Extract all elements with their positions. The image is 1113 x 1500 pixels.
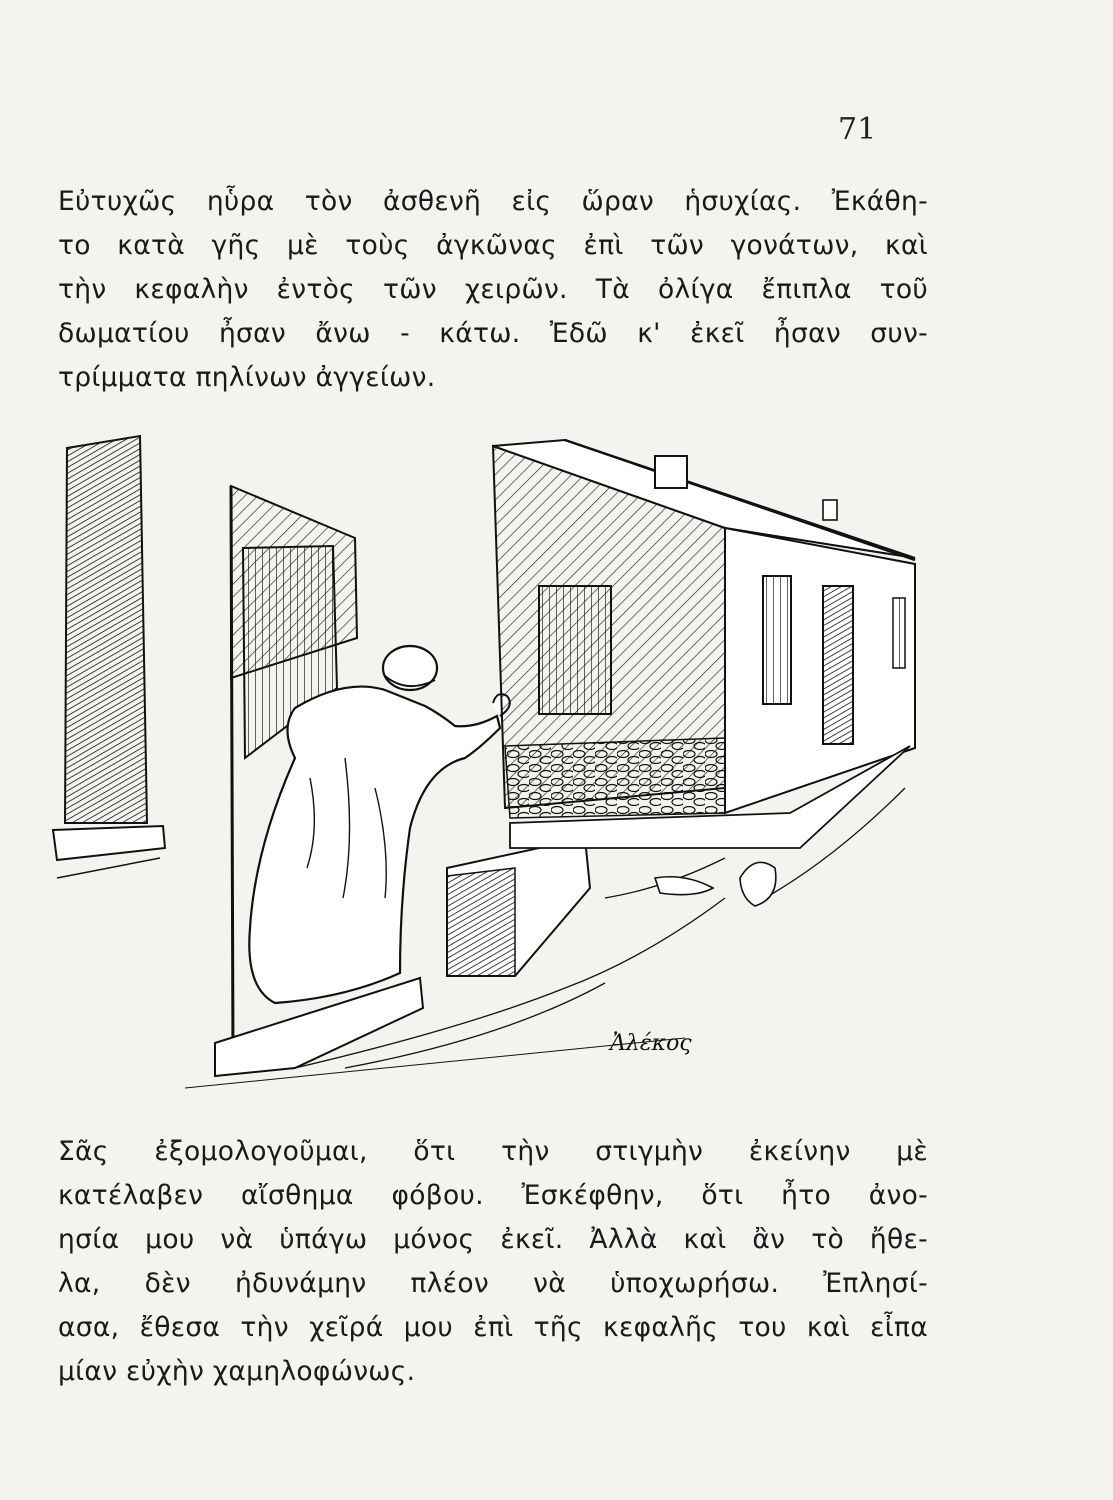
text-line: λα, δὲν ἠδυνάμην πλέον νὰ ὑποχωρήσω. Ἐπλησί- bbox=[58, 1268, 928, 1299]
houses bbox=[493, 440, 915, 818]
text-line: ασα, ἔθεσα τὴν χεῖρά μου ἐπὶ τῆς κεφαλῆς του καὶ εἶπα bbox=[58, 1312, 928, 1343]
text-line: Εὐτυχῶς ηὗρα τὸν ἀσθενῆ εἰς ὥραν ἡσυχίας. Ἐκάθη- bbox=[58, 186, 928, 217]
text-line: Σᾶς ἐξομολογοῦμαι, ὅτι τὴν στιγμὴν ἐκείνην μὲ bbox=[58, 1136, 928, 1167]
illustration bbox=[45, 428, 925, 1108]
text-line: μίαν εὐχὴν χαμηλοφώνως. bbox=[58, 1356, 416, 1387]
text-line: τὴν κεφαλὴν ἐντὸς τῶν χειρῶν. Τὰ ὀλίγα ἔπιπλα τοῦ bbox=[58, 274, 928, 305]
left-pillar bbox=[53, 436, 165, 878]
paragraph-2 bbox=[58, 1130, 928, 1394]
text-line: ησία μου νὰ ὑπάγω μόνος ἐκεῖ. Ἀλλὰ καὶ ἂν τὸ ἤθε- bbox=[58, 1224, 928, 1255]
text-line: τρίμματα πηλίνων ἀγγείων. bbox=[58, 362, 436, 393]
text-line: κατέλαβεν αἴσθημα φόβου. Ἐσκέφθην, ὅτι ἦτο ἀνο- bbox=[58, 1180, 928, 1211]
text-line: δωματίου ἦσαν ἄνω - κάτω. Ἐδῶ κ' ἐκεῖ ἦσαν συν- bbox=[58, 318, 928, 349]
page-number: 71 bbox=[838, 112, 877, 147]
text-line: το κατὰ γῆς μὲ τοὺς ἀγκῶνας ἐπὶ τῶν γονάτων, καὶ bbox=[58, 230, 928, 261]
illustration-signature: Ἀλέκος bbox=[610, 1031, 692, 1056]
paragraph-1 bbox=[58, 180, 928, 400]
